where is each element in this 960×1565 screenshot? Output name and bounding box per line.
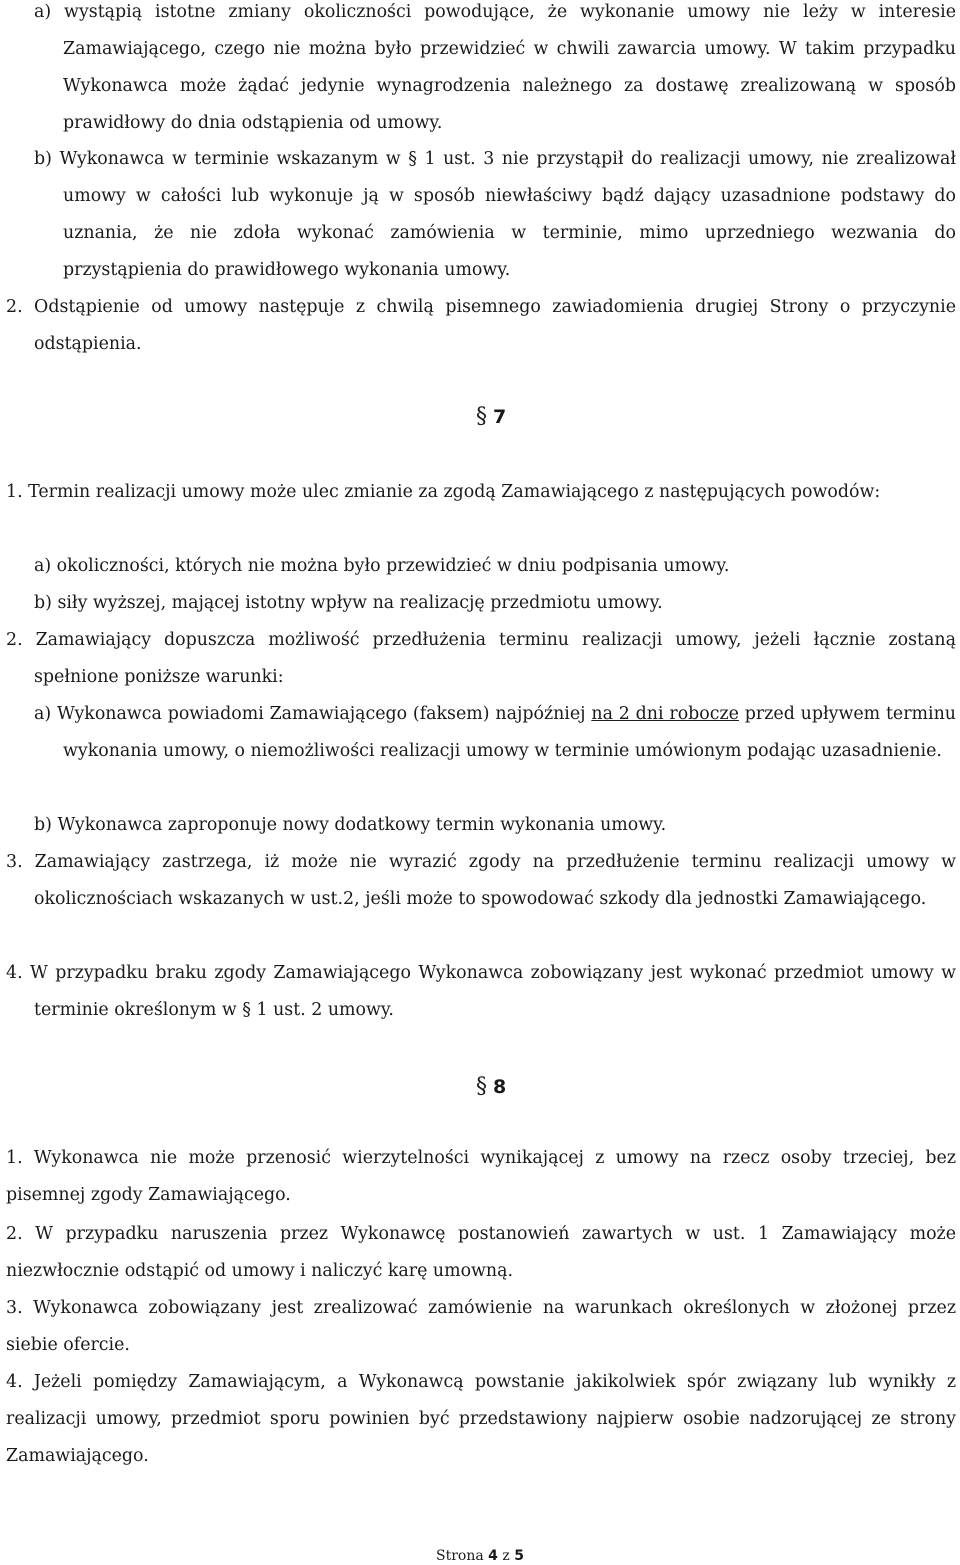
footer-label: Strona [436, 1548, 484, 1564]
sec7-point-1-text: 1. Termin realizacji umowy może ulec zmianie za zgodą Zamawiającego z następujących powodów: [6, 482, 881, 502]
section-7-heading [476, 404, 506, 430]
sec7-point-4 [6, 955, 956, 1029]
sec8-point-4 [6, 1364, 956, 1475]
section-sign-icon: § [476, 404, 487, 429]
footer-current-page: 4 [488, 1548, 498, 1564]
sec8-point-2 [6, 1216, 956, 1290]
section-8-number: 8 [493, 1076, 507, 1098]
sec8-point-3 [6, 1290, 956, 1364]
sec7-point-2 [6, 622, 956, 696]
section-sign-icon: § [242, 1000, 251, 1020]
sec7-point-2a-text1: a) Wykonawca powiadomi Zamawiającego (faksem) najpóźniej [34, 704, 592, 724]
sec8-point-4-text: 4. Jeżeli pomiędzy Zamawiającym, a Wykonawcą powstanie jakikolwiek spór związany lub wynikły z realizacji umowy, przedmiot sporu powinien być przedstawiony najpierw osobie nadzorującej ze strony Zamawiającego. [6, 1372, 956, 1466]
sec8-point-3-text: 3. Wykonawca zobowiązany jest zrealizować zamówienie na warunkach określonych w złożonej przez siebie ofercie. [6, 1298, 956, 1355]
sec7-point-2a [34, 696, 956, 770]
sec6-item-a [34, 0, 956, 142]
sec7-point-2a-text2: przed upływem terminu wykonania umowy, o niemożliwości realizacji umowy w terminie umówionym podając uzasadnienie. [63, 704, 956, 761]
sec6-item-b-text2: 1 ust. 3 nie przystąpił do realizacji umowy, nie zrealizował umowy w całości lub wykonuje ją w sposób niewłaściwy bądź dający uzasadnione podstawy do uznania, że nie zdoła wykonać zamówienia w terminie, mimo uprzedniego wezwania do przystąpienia do prawidłowego wykonania umowy. [63, 149, 956, 280]
sec7-point-1 [6, 474, 956, 511]
sec7-point-4-text2: 1 ust. 2 umowy. [250, 1000, 394, 1020]
sec6-item-a-text: a) wystąpią istotne zmiany okoliczności powodujące, że wykonanie umowy nie leży w interesie Zamawiającego, czego nie można było przewidzieć w chwili zawarcia umowy. W takim przypadku Wykonawca może żądać jedynie wynagrodzenia należnego za dostawę zrealizowaną w sposób prawidłowy do dnia odstąpienia od umowy. [34, 2, 956, 133]
sec7-point-4-text1: 4. W przypadku braku zgody Zamawiającego Wykonawca zobowiązany jest wykonać przedmiot umowy w terminie określonym w [6, 963, 956, 1020]
sec8-point-2-text: 2. W przypadku naruszenia przez Wykonawcę postanowień zawartych w ust. 1 Zamawiający może niezwłocznie odstąpić od umowy i naliczyć karę umowną. [6, 1224, 956, 1281]
section-sign-icon: § [476, 1074, 487, 1099]
sec8-point-1 [6, 1140, 956, 1214]
sec7-point-2-text: 2. Zamawiający dopuszcza możliwość przedłużenia terminu realizacji umowy, jeżeli łącznie zostaną spełnione poniższe warunki: [6, 630, 956, 687]
section-sign-icon: § [408, 149, 417, 169]
sec8-point-1-text: 1. Wykonawca nie może przenosić wierzytelności wynikającej z umowy na rzecz osoby trzeciej, bez pisemnej zgody Zamawiającego. [6, 1148, 956, 1205]
sec7-point-1b-text: b) siły wyższej, mającej istotny wpływ na realizację przedmiotu umowy. [34, 593, 663, 613]
sec7-point-2b [34, 807, 956, 844]
page-footer [0, 1547, 960, 1565]
footer-total-pages: 5 [514, 1548, 524, 1564]
sec6-item-b-text1: b) Wykonawca w terminie wskazanym w [34, 149, 409, 169]
sec6-item-b [34, 141, 956, 289]
sec7-point-1b [34, 585, 956, 622]
sec7-point-3 [6, 844, 956, 918]
sec6-point-2-text: 2. Odstąpienie od umowy następuje z chwilą pisemnego zawiadomienia drugiej Strony o przyczynie odstąpienia. [6, 297, 956, 354]
footer-of: z [502, 1548, 510, 1564]
sec7-point-2b-text: b) Wykonawca zaproponuje nowy dodatkowy termin wykonania umowy. [34, 815, 667, 835]
section-8-heading [476, 1074, 506, 1100]
sec7-point-2a-underlined: na 2 dni robocze [591, 704, 739, 724]
sec7-point-1a-text: a) okoliczności, których nie można było przewidzieć w dniu podpisania umowy. [34, 556, 730, 576]
sec7-point-3-text: 3. Zamawiający zastrzega, iż może nie wyrazić zgody na przedłużenie terminu realizacji umowy w okolicznościach wskazanych w ust.2, jeśli może to spowodować szkody dla jednostki Zamawiającego. [6, 852, 956, 909]
sec7-point-1a [34, 548, 956, 585]
section-7-number: 7 [493, 406, 507, 428]
sec6-point-2 [6, 289, 956, 363]
